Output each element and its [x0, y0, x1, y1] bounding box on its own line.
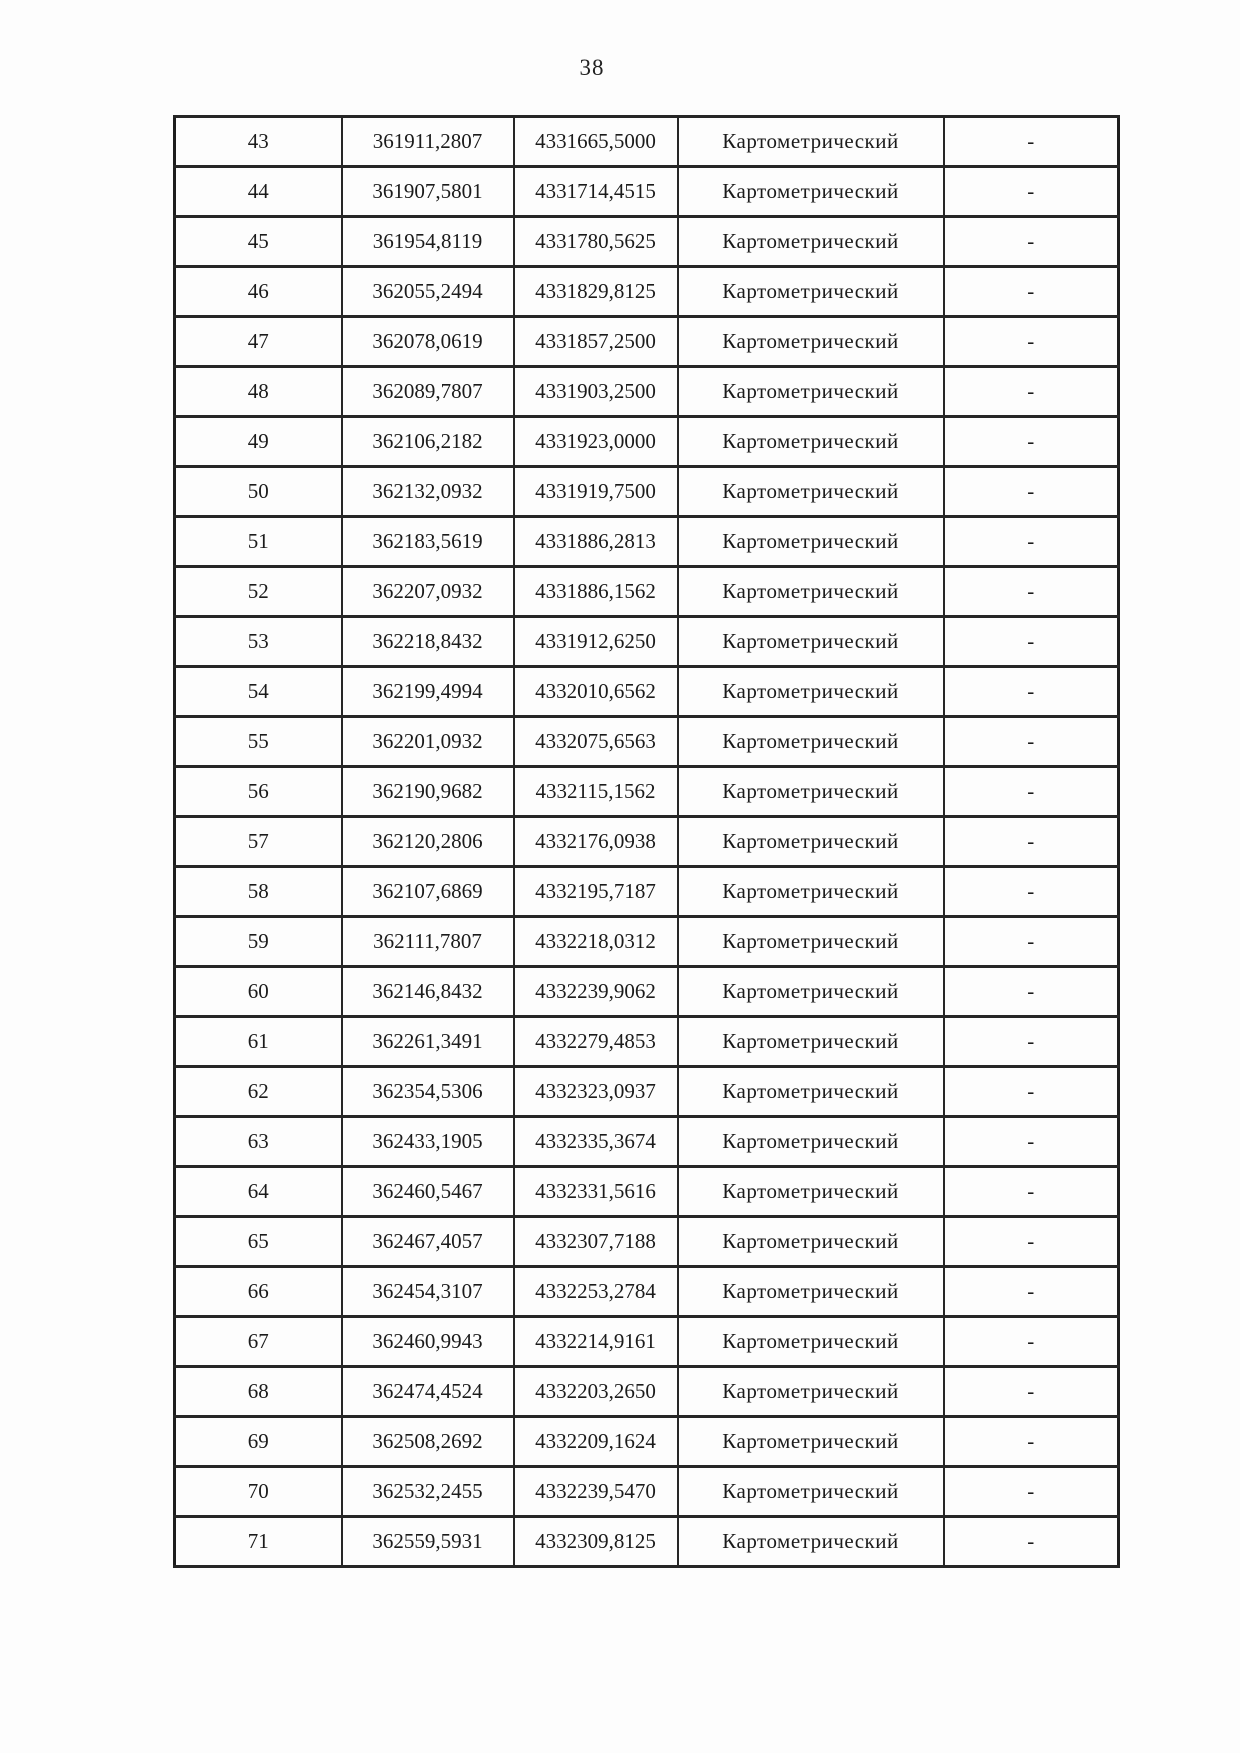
table-row	[175, 1067, 1119, 1117]
method-cell: Картометрический	[678, 1117, 944, 1167]
y-coordinate-cell: 4332309,8125	[514, 1517, 678, 1567]
x-coordinate-cell: 361907,5801	[342, 167, 514, 217]
point-number-cell: 47	[175, 317, 342, 367]
accuracy-cell: -	[944, 1167, 1119, 1217]
table-row	[175, 567, 1119, 617]
y-coordinate-cell: 4332331,5616	[514, 1167, 678, 1217]
method-cell: Картометрический	[678, 567, 944, 617]
method-cell: Картометрический	[678, 1267, 944, 1317]
point-number-cell: 59	[175, 917, 342, 967]
point-number-cell: 62	[175, 1067, 342, 1117]
y-coordinate-cell: 4332075,6563	[514, 717, 678, 767]
accuracy-cell: -	[944, 617, 1119, 667]
method-cell: Картометрический	[678, 167, 944, 217]
y-coordinate-cell: 4332335,3674	[514, 1117, 678, 1167]
y-coordinate-cell: 4331714,4515	[514, 167, 678, 217]
point-number-cell: 70	[175, 1467, 342, 1517]
point-number-cell: 45	[175, 217, 342, 267]
x-coordinate-cell: 362467,4057	[342, 1217, 514, 1267]
table-row	[175, 1267, 1119, 1317]
x-coordinate-cell: 362532,2455	[342, 1467, 514, 1517]
x-coordinate-cell: 362089,7807	[342, 367, 514, 417]
table-row	[175, 717, 1119, 767]
accuracy-cell: -	[944, 1067, 1119, 1117]
table-row	[175, 1167, 1119, 1217]
y-coordinate-cell: 4332279,4853	[514, 1017, 678, 1067]
table-row	[175, 1017, 1119, 1067]
point-number-cell: 52	[175, 567, 342, 617]
accuracy-cell: -	[944, 317, 1119, 367]
point-number-cell: 57	[175, 817, 342, 867]
method-cell: Картометрический	[678, 967, 944, 1017]
method-cell: Картометрический	[678, 367, 944, 417]
point-number-cell: 53	[175, 617, 342, 667]
x-coordinate-cell: 362474,4524	[342, 1367, 514, 1417]
x-coordinate-cell: 362460,5467	[342, 1167, 514, 1217]
method-cell: Картометрический	[678, 417, 944, 467]
table-row	[175, 1467, 1119, 1517]
method-cell: Картометрический	[678, 467, 944, 517]
accuracy-cell: -	[944, 917, 1119, 967]
table-row	[175, 1417, 1119, 1467]
accuracy-cell: -	[944, 267, 1119, 317]
y-coordinate-cell: 4332195,7187	[514, 867, 678, 917]
y-coordinate-cell: 4331780,5625	[514, 217, 678, 267]
table-row	[175, 167, 1119, 217]
x-coordinate-cell: 362218,8432	[342, 617, 514, 667]
method-cell: Картометрический	[678, 217, 944, 267]
x-coordinate-cell: 362055,2494	[342, 267, 514, 317]
point-number-cell: 68	[175, 1367, 342, 1417]
y-coordinate-cell: 4332307,7188	[514, 1217, 678, 1267]
x-coordinate-cell: 362261,3491	[342, 1017, 514, 1067]
x-coordinate-cell: 362199,4994	[342, 667, 514, 717]
y-coordinate-cell: 4331829,8125	[514, 267, 678, 317]
method-cell: Картометрический	[678, 1517, 944, 1567]
point-number-cell: 64	[175, 1167, 342, 1217]
y-coordinate-cell: 4331923,0000	[514, 417, 678, 467]
x-coordinate-cell: 362207,0932	[342, 567, 514, 617]
method-cell: Картометрический	[678, 1167, 944, 1217]
point-number-cell: 50	[175, 467, 342, 517]
method-cell: Картометрический	[678, 1217, 944, 1267]
accuracy-cell: -	[944, 1217, 1119, 1267]
method-cell: Картометрический	[678, 1417, 944, 1467]
table-row	[175, 767, 1119, 817]
x-coordinate-cell: 362201,0932	[342, 717, 514, 767]
method-cell: Картометрический	[678, 767, 944, 817]
point-number-cell: 48	[175, 367, 342, 417]
accuracy-cell: -	[944, 1017, 1119, 1067]
accuracy-cell: -	[944, 1467, 1119, 1517]
table-row	[175, 267, 1119, 317]
point-number-cell: 56	[175, 767, 342, 817]
accuracy-cell: -	[944, 817, 1119, 867]
table-row	[175, 617, 1119, 667]
x-coordinate-cell: 362354,5306	[342, 1067, 514, 1117]
accuracy-cell: -	[944, 117, 1119, 167]
y-coordinate-cell: 4331903,2500	[514, 367, 678, 417]
table-row	[175, 1517, 1119, 1567]
point-number-cell: 46	[175, 267, 342, 317]
y-coordinate-cell: 4332010,6562	[514, 667, 678, 717]
y-coordinate-cell: 4331665,5000	[514, 117, 678, 167]
x-coordinate-cell: 362433,1905	[342, 1117, 514, 1167]
accuracy-cell: -	[944, 517, 1119, 567]
y-coordinate-cell: 4332218,0312	[514, 917, 678, 967]
point-number-cell: 58	[175, 867, 342, 917]
method-cell: Картометрический	[678, 517, 944, 567]
accuracy-cell: -	[944, 1117, 1119, 1167]
accuracy-cell: -	[944, 217, 1119, 267]
y-coordinate-cell: 4331919,7500	[514, 467, 678, 517]
x-coordinate-cell: 362120,2806	[342, 817, 514, 867]
accuracy-cell: -	[944, 1517, 1119, 1567]
accuracy-cell: -	[944, 767, 1119, 817]
x-coordinate-cell: 362078,0619	[342, 317, 514, 367]
method-cell: Картометрический	[678, 817, 944, 867]
point-number-cell: 66	[175, 1267, 342, 1317]
y-coordinate-cell: 4332323,0937	[514, 1067, 678, 1117]
accuracy-cell: -	[944, 167, 1119, 217]
x-coordinate-cell: 361911,2807	[342, 117, 514, 167]
method-cell: Картометрический	[678, 717, 944, 767]
y-coordinate-cell: 4332253,2784	[514, 1267, 678, 1317]
table-row	[175, 117, 1119, 167]
table-row	[175, 667, 1119, 717]
y-coordinate-cell: 4332209,1624	[514, 1417, 678, 1467]
point-number-cell: 49	[175, 417, 342, 467]
accuracy-cell: -	[944, 417, 1119, 467]
x-coordinate-cell: 362132,0932	[342, 467, 514, 517]
x-coordinate-cell: 362183,5619	[342, 517, 514, 567]
y-coordinate-cell: 4331912,6250	[514, 617, 678, 667]
table-row	[175, 367, 1119, 417]
method-cell: Картометрический	[678, 1317, 944, 1367]
point-number-cell: 71	[175, 1517, 342, 1567]
accuracy-cell: -	[944, 367, 1119, 417]
table-body	[175, 117, 1119, 1567]
accuracy-cell: -	[944, 1267, 1119, 1317]
x-coordinate-cell: 362107,6869	[342, 867, 514, 917]
x-coordinate-cell: 362454,3107	[342, 1267, 514, 1317]
point-number-cell: 43	[175, 117, 342, 167]
table-row	[175, 1117, 1119, 1167]
accuracy-cell: -	[944, 467, 1119, 517]
table-row	[175, 967, 1119, 1017]
method-cell: Картометрический	[678, 1467, 944, 1517]
method-cell: Картометрический	[678, 1017, 944, 1067]
accuracy-cell: -	[944, 667, 1119, 717]
method-cell: Картометрический	[678, 917, 944, 967]
point-number-cell: 60	[175, 967, 342, 1017]
table-row	[175, 1367, 1119, 1417]
table-row	[175, 517, 1119, 567]
method-cell: Картометрический	[678, 317, 944, 367]
y-coordinate-cell: 4331857,2500	[514, 317, 678, 367]
method-cell: Картометрический	[678, 667, 944, 717]
accuracy-cell: -	[944, 1367, 1119, 1417]
y-coordinate-cell: 4331886,2813	[514, 517, 678, 567]
accuracy-cell: -	[944, 717, 1119, 767]
y-coordinate-cell: 4332203,2650	[514, 1367, 678, 1417]
method-cell: Картометрический	[678, 117, 944, 167]
table-row	[175, 867, 1119, 917]
table-row	[175, 317, 1119, 367]
accuracy-cell: -	[944, 967, 1119, 1017]
x-coordinate-cell: 362460,9943	[342, 1317, 514, 1367]
y-coordinate-cell: 4332239,5470	[514, 1467, 678, 1517]
point-number-cell: 44	[175, 167, 342, 217]
method-cell: Картометрический	[678, 867, 944, 917]
point-number-cell: 51	[175, 517, 342, 567]
method-cell: Картометрический	[678, 267, 944, 317]
table-row	[175, 817, 1119, 867]
x-coordinate-cell: 362508,2692	[342, 1417, 514, 1467]
method-cell: Картометрический	[678, 617, 944, 667]
y-coordinate-cell: 4332214,9161	[514, 1317, 678, 1367]
accuracy-cell: -	[944, 567, 1119, 617]
y-coordinate-cell: 4331886,1562	[514, 567, 678, 617]
table-row	[175, 417, 1119, 467]
x-coordinate-cell: 362559,5931	[342, 1517, 514, 1567]
point-number-cell: 65	[175, 1217, 342, 1267]
point-number-cell: 63	[175, 1117, 342, 1167]
table-row	[175, 1317, 1119, 1367]
coordinates-table	[173, 115, 1120, 1568]
table-row	[175, 467, 1119, 517]
y-coordinate-cell: 4332239,9062	[514, 967, 678, 1017]
page-number: 38	[579, 55, 605, 80]
table-row	[175, 1217, 1119, 1267]
x-coordinate-cell: 362106,2182	[342, 417, 514, 467]
point-number-cell: 67	[175, 1317, 342, 1367]
x-coordinate-cell: 362190,9682	[342, 767, 514, 817]
point-number-cell: 69	[175, 1417, 342, 1467]
accuracy-cell: -	[944, 1417, 1119, 1467]
method-cell: Картометрический	[678, 1067, 944, 1117]
point-number-cell: 55	[175, 717, 342, 767]
accuracy-cell: -	[944, 867, 1119, 917]
method-cell: Картометрический	[678, 1367, 944, 1417]
table-row	[175, 917, 1119, 967]
x-coordinate-cell: 362111,7807	[342, 917, 514, 967]
point-number-cell: 61	[175, 1017, 342, 1067]
x-coordinate-cell: 362146,8432	[342, 967, 514, 1017]
x-coordinate-cell: 361954,8119	[342, 217, 514, 267]
y-coordinate-cell: 4332115,1562	[514, 767, 678, 817]
point-number-cell: 54	[175, 667, 342, 717]
accuracy-cell: -	[944, 1317, 1119, 1367]
table-row	[175, 217, 1119, 267]
y-coordinate-cell: 4332176,0938	[514, 817, 678, 867]
